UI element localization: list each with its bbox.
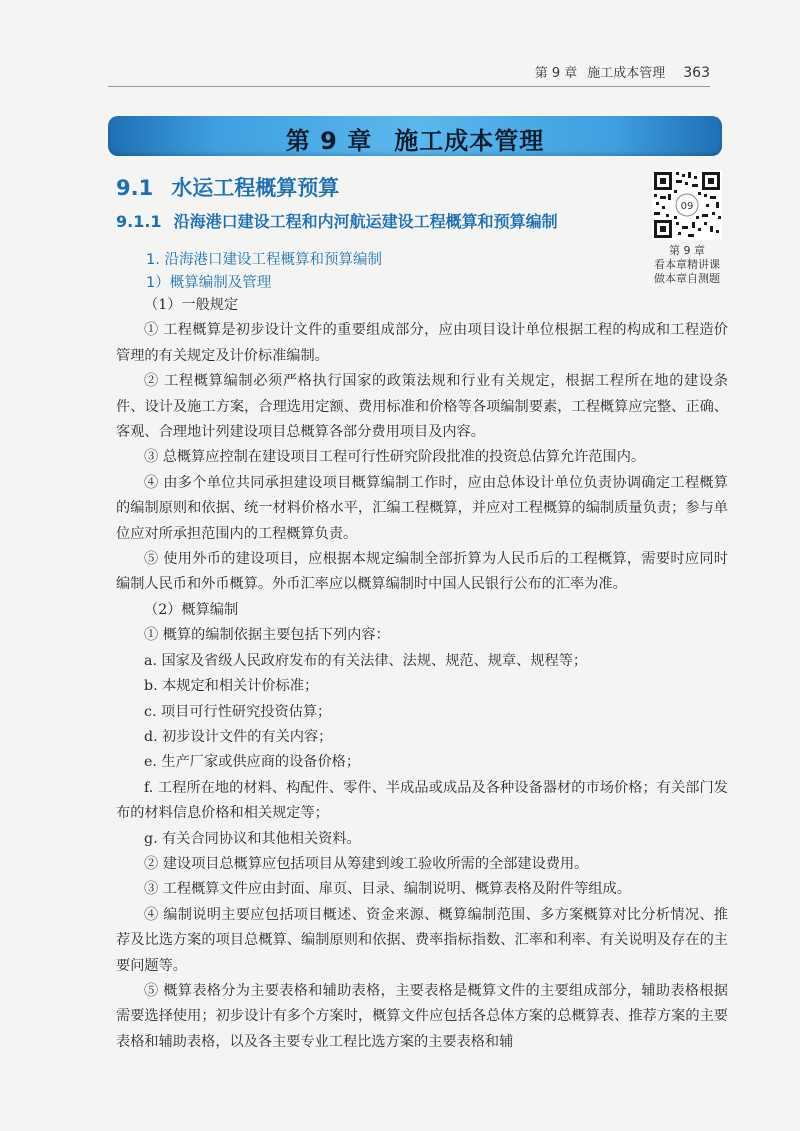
chapter-banner [108, 116, 722, 156]
list-item: g. 有关合同协议和其他相关资料。 [144, 830, 361, 847]
header-chapter-name: 施工成本管理 [587, 66, 666, 81]
list-item: f. 工程所在地的材料、构配件、零件、半成品或成品及各种设备器材的市场价格；有关部门发布的材料信息价格和相关规定等； [116, 779, 728, 822]
chapter-title [108, 121, 722, 156]
paragraph: ② 建设项目总概算应包括项目从筹建到竣工验收所需的全部建设费用。 [144, 855, 589, 872]
heading-level2: 1）概算编制及管理 [146, 275, 272, 291]
subsection-name: 沿海港口建设工程和内河航运建设工程概算和预算编制 [173, 212, 558, 231]
section-number: 9.1 [116, 176, 154, 200]
qr-caption-line: 做本章自测题 [654, 272, 720, 285]
running-header-text [535, 62, 710, 81]
qr-caption [646, 244, 728, 286]
list-item: e. 生产厂家或供应商的设备价格； [144, 754, 361, 771]
section-name: 水运工程概算预算 [171, 176, 340, 200]
paragraph: ④ 由多个单位共同承担建设项目概算编制工作时，应由总体设计单位负责协调确定工程概算的编制原则和依据、统一材料价格水平，汇编工程概算，并应对工程概算的编制质量负责；参与单位应对所承担范围内的工程概算负责。 [116, 474, 728, 542]
list-item: d. 初步设计文件的有关内容； [144, 728, 333, 745]
qr-caption-line: 看本章精讲课 [654, 258, 720, 271]
paragraph: ⑤ 使用外币的建设项目，应根据本规定编制全部折算为人民币后的工程概算，需要时应同时编制人民币和外币概算。外币汇率应以概算编制时中国人民银行公布的汇率为准。 [116, 551, 728, 593]
paragraph: ④ 编制说明主要应包括项目概述、资金来源、概算编制范围、多方案概算对比分析情况、推荐及比选方案的项目总概算、编制原则和依据、费率指标指数、汇率和利率、有关说明及存在的主要问题等。 [116, 906, 728, 974]
paragraph: ⑤ 概算表格分为主要表格和辅助表格，主要表格是概算文件的主要组成部分，辅助表格根据需要选择使用；初步设计有多个方案时，概算文件应包括各总体方案的总概算表、推荐方案的主要表格和辅助表格，以及各主要专业工程比选方案的主要表格和辅 [116, 982, 728, 1050]
qr-code-icon[interactable] [652, 170, 722, 240]
list-item: a. 国家及省级人民政府发布的有关法律、法规、规范、规章、规程等； [144, 652, 588, 669]
header-chapter-label: 第 9 章 [534, 66, 578, 81]
section-title [116, 172, 339, 202]
page-number: 363 [683, 65, 710, 81]
paragraph: ② 工程概算编制必须严格执行国家的政策法规和行业有关规定，根据工程所在地的建设条件、设计及施工方案，合理选用定额、费用标准和价格等各项编制要素，工程概算应完整、正确、客观、合理地计列建设项目总概算各部分费用项目及内容。 [116, 373, 728, 441]
banner-chapter-label: 第 9 章 [285, 127, 373, 155]
running-header [108, 60, 710, 87]
paragraph: ③ 工程概算文件应由封面、扉页、目录、编制说明、概算表格及附件等组成。 [144, 881, 631, 898]
heading-level1: 1. 沿海港口建设工程概算和预算编制 [146, 252, 382, 268]
paragraph: （2）概算编制 [144, 601, 239, 618]
banner-chapter-name: 施工成本管理 [394, 127, 545, 155]
paragraph: ③ 总概算应控制在建设项目工程可行性研究阶段批准的投资总估算允许范围内。 [144, 449, 646, 466]
qr-block [652, 170, 734, 286]
paragraph: （1）一般规定 [144, 297, 239, 313]
paragraph: ① 工程概算是初步设计文件的重要组成部分，应由项目设计单位根据工程的构成和工程造价管理的有关规定及计价标准编制。 [116, 322, 728, 364]
subsection-title [116, 209, 558, 232]
paragraph: ① 概算的编制依据主要包括下列内容： [144, 627, 390, 644]
list-item: b. 本规定和相关计价标准； [144, 678, 319, 695]
qr-center-label: 09 [680, 201, 694, 212]
list-item: c. 项目可行性研究投资估算； [144, 703, 332, 720]
body-text [116, 293, 728, 1055]
subsection-number: 9.1.1 [116, 212, 162, 231]
qr-caption-line: 第 9 章 [669, 244, 705, 257]
